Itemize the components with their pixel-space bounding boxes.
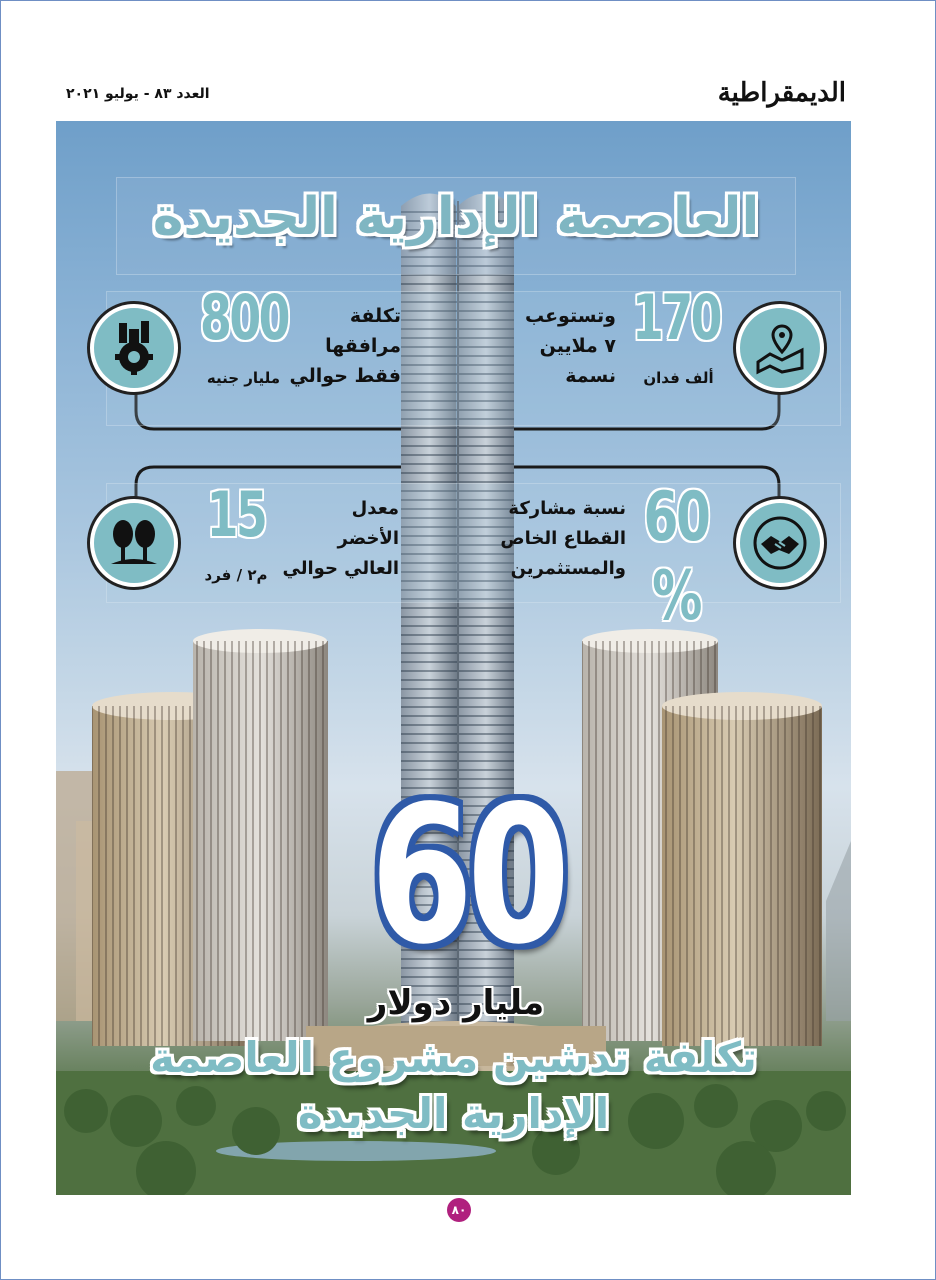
hero-caption-line-2: الإدارية الجديدة — [297, 1089, 610, 1138]
poster-title: العاصمة الإدارية الجديدة — [152, 187, 760, 247]
issue-line: العدد ٨٣ - يوليو ٢٠٢١ — [66, 86, 210, 102]
map-pin-icon — [736, 304, 824, 392]
masthead-logo: الديمقراطية — [717, 78, 846, 108]
trees-icon — [90, 499, 178, 587]
stat-unit-green: م٢ / فرد — [204, 566, 268, 584]
stat-description-private: نسبة مشاركة القطاع الخاص والمستثمرين — [500, 498, 626, 579]
stat-unit-area: ألف فدان — [643, 369, 714, 387]
stat-description-cost: تكلفة مرافقها فقط حوالي — [289, 305, 401, 387]
stat-number-private: 60 % — [643, 478, 709, 636]
stat-description-green: معدل الأخضر العالي حوالي — [282, 498, 399, 579]
stat-description-area: وتستوعب ٧ ملايين نسمة — [524, 305, 616, 387]
stat-number-green: 15 — [206, 478, 266, 551]
stat-number-cost: 800 — [199, 281, 289, 354]
hero-caption-line-1: تكلفة تدشين مشروع العاصمة — [150, 1033, 757, 1082]
handshake-icon — [736, 499, 824, 587]
hero-number: 60 — [370, 765, 564, 986]
page-number-badge: ٨٠ — [447, 1198, 471, 1222]
stat-unit-cost: مليار جنيه — [206, 369, 281, 387]
hero-unit: مليار دولار — [367, 983, 545, 1023]
stat-number-area: 170 — [631, 281, 721, 354]
infographic-poster — [56, 121, 851, 1195]
city-gear-icon — [90, 304, 178, 392]
